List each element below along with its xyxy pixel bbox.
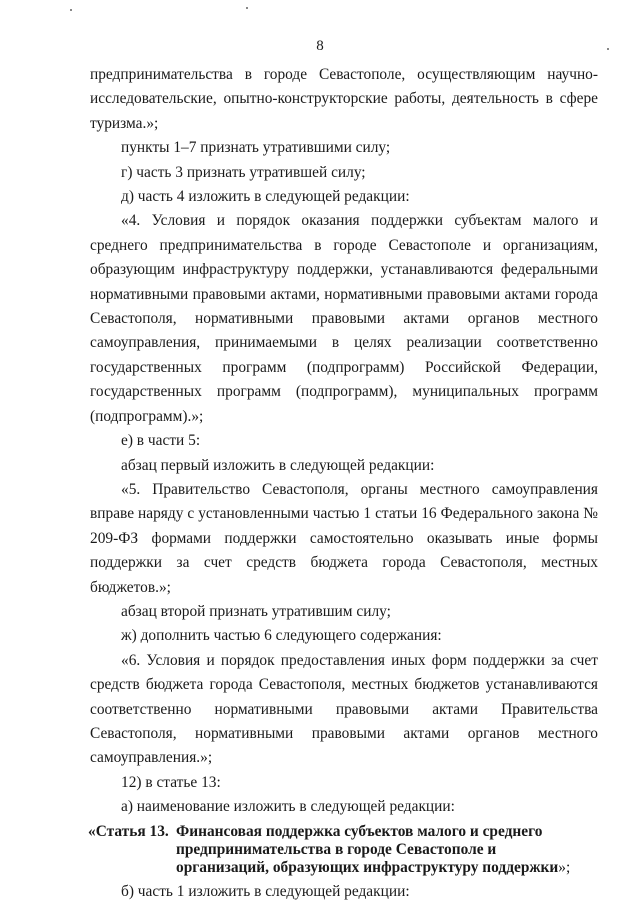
paragraph-item-g: г) часть 3 признать утратившей силу;	[121, 163, 366, 181]
paragraph-part-4-text: «4. Условия и порядок оказания поддержки субъектам малого и среднего предпринимательства в городе Севастополе и организациям, образующим инфраструктуру поддержки, устанавливаются федеральными нормативными правовыми актами, нормативными правовыми актами города Севастополя, нормативными правовыми актами органов местного самоуправления, принимаемыми в целях реализации соответственно государственных программ (подпрограмм) Российской Федерации, государственных программ (подпрограмм), муниципальных программ (подпрограмм).»;	[90, 212, 598, 425]
paragraph-first-clause: абзац первый изложить в следующей редакции:	[121, 456, 435, 474]
paragraph-item-12: 12) в статье 13:	[121, 773, 221, 791]
article-heading-tail: »;	[558, 858, 571, 876]
page-number: 8	[316, 38, 324, 54]
document-body	[90, 63, 598, 904]
paragraph-item-e: е) в части 5:	[121, 432, 201, 450]
article-heading	[88, 820, 598, 880]
paragraph-part-6-text: «6. Условия и порядок предоставления иных форм поддержки за счет средств бюджета города Севастополя, местных бюджетов устанавливаются соответственно нормативными правовыми актами Правительства Севастополя, нормативными правовыми актами органов местного самоуправления.»;	[90, 651, 598, 767]
paragraph-continuation: предпринимательства в городе Севастополе, осуществляющим научно-исследовательские, опытно-конструкторские работы, деятельность в сфере туризма.»;	[90, 66, 598, 132]
paragraph-item-zh: ж) дополнить частью 6 следующего содержания:	[121, 627, 442, 645]
paragraph-item-d: д) часть 4 изложить в следующей редакции:	[121, 188, 410, 206]
article-heading-title-text: Финансовая поддержка субъектов малого и среднего предпринимательства в городе Севастополе и организаций, образующих инфраструктуру поддержки	[176, 822, 559, 876]
paragraph-second-clause: абзац второй признать утратившим силу;	[121, 602, 391, 620]
paragraph-item-a: а) наименование изложить в следующей редакции:	[121, 798, 455, 816]
scan-speck	[70, 9, 72, 11]
scan-speck	[246, 7, 248, 9]
paragraph-part-5-text: «5. Правительство Севастополя, органы местного самоуправления вправе наряду с установленными частью 1 статьи 16 Федерального закона № 209-ФЗ формами поддержки самостоятельно оказывать иные формы поддержки за счет средств бюджета города Севастополя, местных бюджетов.»;	[90, 480, 598, 596]
paragraph-item-b: б) часть 1 изложить в следующей редакции:	[121, 882, 410, 900]
article-heading-title	[176, 823, 591, 877]
article-heading-number: «Статья 13.	[88, 822, 169, 840]
paragraph-points-repealed: пункты 1–7 признать утратившими силу;	[121, 139, 391, 157]
